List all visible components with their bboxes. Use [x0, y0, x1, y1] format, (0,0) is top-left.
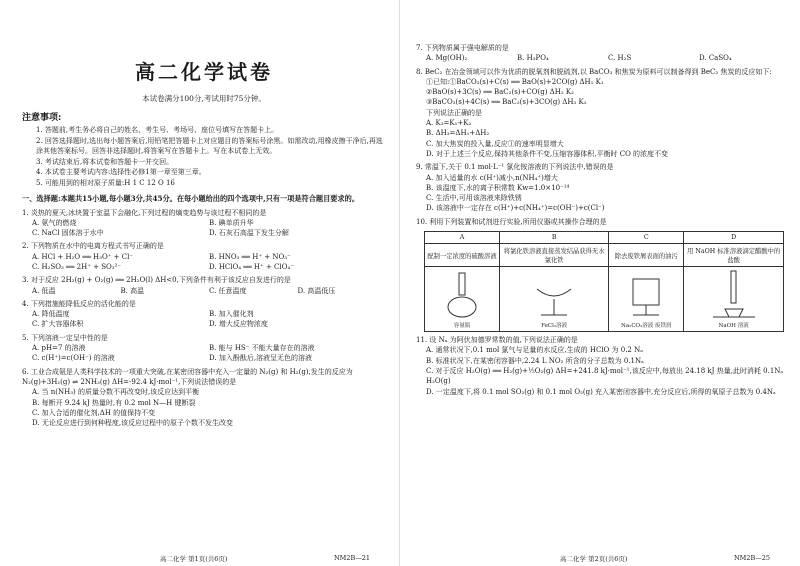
option: D. 增大反应物浓度 — [209, 320, 268, 329]
question-6: 6. 工业合成氨是人类科学技术的一项重大突破,在某密闭容器中充入一定量的 N₂(g) 和 H₂(g),发生的反应为 N₂(g)+3H₂(g) ⇌ 2NH₃(g) ΔH=-92.4 kJ·mol⁻¹,下列说法错误的是 — [22, 367, 353, 386]
option: D. 无论反应进行到何种程度,该反应过程中的原子个数不发生改变 — [32, 419, 234, 428]
option: A. 加入适量的水 c(H⁺)减小,n(NH₄⁺)增大 — [426, 173, 558, 182]
apparatus-d — [684, 267, 784, 332]
note-item: 5. 可能用到的相对原子质量:H 1 C 12 O 16 — [36, 178, 175, 187]
question-8: 8. BeC₂ 在冶金领域可以作为优质的脱氧剂和脱硫剂,以 BaCO₃ 和焦炭为原料可以制备得到 BeC₂ 焦炭的反应如下: — [416, 67, 772, 76]
question-5: 5. 下列溶液一定呈中性的是 — [22, 333, 108, 342]
apparatus-b — [500, 267, 609, 332]
table-header: D — [684, 232, 784, 244]
option: C. H₂S — [608, 54, 632, 63]
option: D. 该溶液中一定存在 c(H⁺)+c(NH₄⁺)=c(OH⁻)+c(Cl⁻) — [426, 204, 605, 213]
option: D. 对于上述三个反应,保持其他条件不变,压缩容器体积,平衡时 CO 的浓度不变 — [426, 149, 669, 158]
option: B. 该温度下,水的离子积常数 Kw=1.0×10⁻¹⁴ — [426, 183, 570, 192]
apparatus-label: FeCl₃溶液 — [541, 323, 568, 330]
apparatus-label: 容量瓶 — [453, 323, 471, 330]
option: D. 高温低压 — [297, 286, 336, 295]
question-7: 7. 下列物质属于强电解质的是 — [416, 44, 509, 52]
option: C. NaCl 固体溶于水中 — [32, 229, 104, 238]
apparatus-a — [425, 267, 500, 332]
burette-icon — [699, 269, 769, 319]
apparatus-label: Na₂CO₃溶液 废铁屑 — [621, 323, 672, 330]
question-4: 4. 下列措施能降低反应的活化能的是 — [22, 299, 136, 308]
option: C. 对于反应 H₂O(g) ══ H₂(g)+½O₂(g) ΔH=+241.8 kJ·mol⁻¹,该反应中,每放出 24.18 kJ 热量,此时消耗 0.1Nₐ H₂O(g) — [426, 366, 784, 386]
notes-heading: 注意事项: — [22, 113, 62, 123]
paper-code: NM2B—21 — [333, 554, 370, 562]
option: D. CaSO₄ — [699, 54, 732, 63]
option: C. c(H⁺)=c(OH⁻) 的溶液 — [32, 354, 115, 363]
page-number: 高二化学 第1页(共6页) — [160, 555, 228, 563]
evaporating-dish-icon — [519, 269, 589, 319]
option: D. 加入酚酞后,溶液呈无色的溶液 — [209, 354, 313, 363]
option: B. 能与 HS⁻ 不能大量存在的溶液 — [209, 344, 315, 353]
option: B. 碘单质升华 — [209, 218, 254, 227]
table-cell: 将氯化铁溶液直接蒸发结晶获得无水氯化铁 — [500, 244, 609, 267]
option: C. 加入合适的催化剂,ΔH 的值保持不变 — [32, 408, 156, 417]
question-5-options — [32, 343, 386, 364]
volumetric-flask-icon — [427, 269, 497, 319]
option: A. K₃=K₁+K₂ — [426, 119, 472, 128]
question-3-options — [32, 286, 386, 296]
question-2-options — [32, 252, 386, 273]
table-cell: 用 NaOH 标准溶液滴定醋酸中的盐酸 — [684, 244, 784, 267]
option: B. 加入催化剂 — [209, 310, 254, 319]
question-3: 3. 对于反应 2H₂(g) + O₂(g) ══ 2H₂O(l) ΔH<0,下列条件有利于该反应自发进行的是 — [22, 276, 291, 285]
question-1: 1. 炎热的夏天,冰块置于室温下会融化,下列过程的熵变趋势与该过程不相同的是 — [22, 208, 267, 217]
note-item: 2. 回答选择题时,选出每小题答案后,用铅笔把答题卡上对应题目的答案标号涂黑。如需改动,用橡皮擦干净后,再选涂其他答案标号。回答非选择题时,将答案写在答题卡上。写在本试卷上无效。 — [36, 136, 383, 155]
exam-info: 本试卷满分100分,考试用时75分钟。 — [142, 94, 266, 103]
note-item: 4. 本试卷主要考试内容:选择性必修1第一章至第三章。 — [36, 168, 206, 176]
option: C. H₂SO₃ ══ 2H⁺ + SO₃²⁻ — [32, 262, 122, 271]
option: A. 通常状况下,0.1 mol 氯气与足量的水反应,生成的 HClO 为 0.2 Nₐ — [426, 346, 643, 355]
option: D. 石灰石高温下发生分解 — [209, 229, 289, 238]
table-header: A — [425, 232, 500, 244]
option: B. 高温 — [120, 286, 145, 295]
option: B. HNO₃ ══ H⁺ + NO₃⁻ — [209, 252, 291, 261]
paper-code: NM2B—25 — [733, 554, 770, 562]
option: A. Mg(OH)₂ — [426, 54, 468, 63]
option: B. H₃PO₄ — [517, 54, 549, 63]
page-number: 高二化学 第2页(共6页) — [560, 555, 628, 563]
apparatus-label: NaOH 溶液 — [718, 323, 749, 330]
experiment-table — [424, 231, 784, 332]
table-cell: 除去废铁屑表面的油污 — [609, 244, 684, 267]
question-1-options — [32, 218, 386, 239]
beaker-icon — [611, 269, 681, 319]
reaction: ②BaO(s)+3C(s) ══ BaC₂(s)+CO(g) ΔH₂ K₂ — [426, 88, 574, 97]
apparatus-c — [609, 267, 684, 332]
option: B. 每断开 9.24 kJ 热量时,有 0.2 mol N—H 键断裂 — [32, 398, 196, 407]
question-11: 11. 设 Nₐ 为阿伏加德罗常数的值,下列说法正确的是 — [416, 336, 578, 345]
note-item: 1. 答题前,考生务必将自己的姓名、考生号、考场号、座位号填写在答题卡上。 — [36, 126, 279, 134]
question-7-options — [426, 53, 790, 63]
option: A. HCl + H₂O ══ H₃O⁺ + Cl⁻ — [32, 252, 133, 261]
option: C. 加大焦炭的投入量,反应①的速率明显增大 — [426, 139, 564, 148]
option: B. 标准状况下,在某密闭容器中,2.24 L NO₂ 所含的分子总数为 0.1Nₐ — [426, 356, 644, 365]
question-9: 9. 常温下,关于 0.1 mol·L⁻¹ 氯化铵溶液的下列说法中,错误的是 — [416, 163, 614, 172]
option: B. ΔH₃=ΔH₁+ΔH₂ — [426, 129, 490, 138]
option: D. 一定温度下,将 0.1 mol SO₂(g) 和 0.1 mol O₂(g) 充入某密闭容器中,充分反应后,所得的氧原子总数为 0.4Nₐ — [426, 387, 776, 396]
option: C. 任意温度 — [209, 286, 247, 295]
page-title: 高二化学试卷 — [135, 60, 273, 84]
question-10: 10. 利用下列装置和试剂进行实验,所用仪器或其操作合理的是 — [416, 217, 607, 226]
option: D. HClO₄ ══ H⁺ + ClO₄⁻ — [209, 262, 294, 271]
table-header: C — [609, 232, 684, 244]
option: C. 扩大容器体积 — [32, 320, 84, 329]
right-page — [400, 0, 800, 566]
option: A. 低温 — [32, 286, 56, 295]
option: A. 当 n(NH₃) 的质量分数不再改变时,该反应达到平衡 — [32, 388, 200, 397]
reaction: ①已知:①BaCO₃(s)+C(s) ══ BaO(s)+2CO(g) ΔH₁ K₁ — [426, 77, 604, 86]
option: C. 生活中,可用该溶液来除铁锈 — [426, 194, 522, 203]
table-header: B — [500, 232, 609, 244]
option: A. 降低温度 — [32, 310, 70, 319]
option: A. 氨气的燃烧 — [32, 218, 77, 227]
table-cell: 配制一定浓度的硫酸溶液 — [425, 244, 500, 267]
question-2: 2. 下列物质在水中的电离方程式书写正确的是 — [22, 242, 164, 251]
sub-prompt: 下列说法正确的是 — [426, 108, 482, 117]
question-4-options — [32, 309, 386, 330]
reaction: ③BaCO₃(s)+4C(s) ══ BaC₂(s)+3CO(g) ΔH₃ K₃ — [426, 98, 587, 107]
section-heading: 一、选择题:本题共15小题,每小题3分,共45分。在每小题给出的四个选项中,只有一项是符合题目要求的。 — [22, 194, 360, 203]
option: A. pH=7 的溶液 — [32, 344, 86, 353]
note-item: 3. 考试结束后,将本试卷和答题卡一并交回。 — [36, 157, 174, 166]
